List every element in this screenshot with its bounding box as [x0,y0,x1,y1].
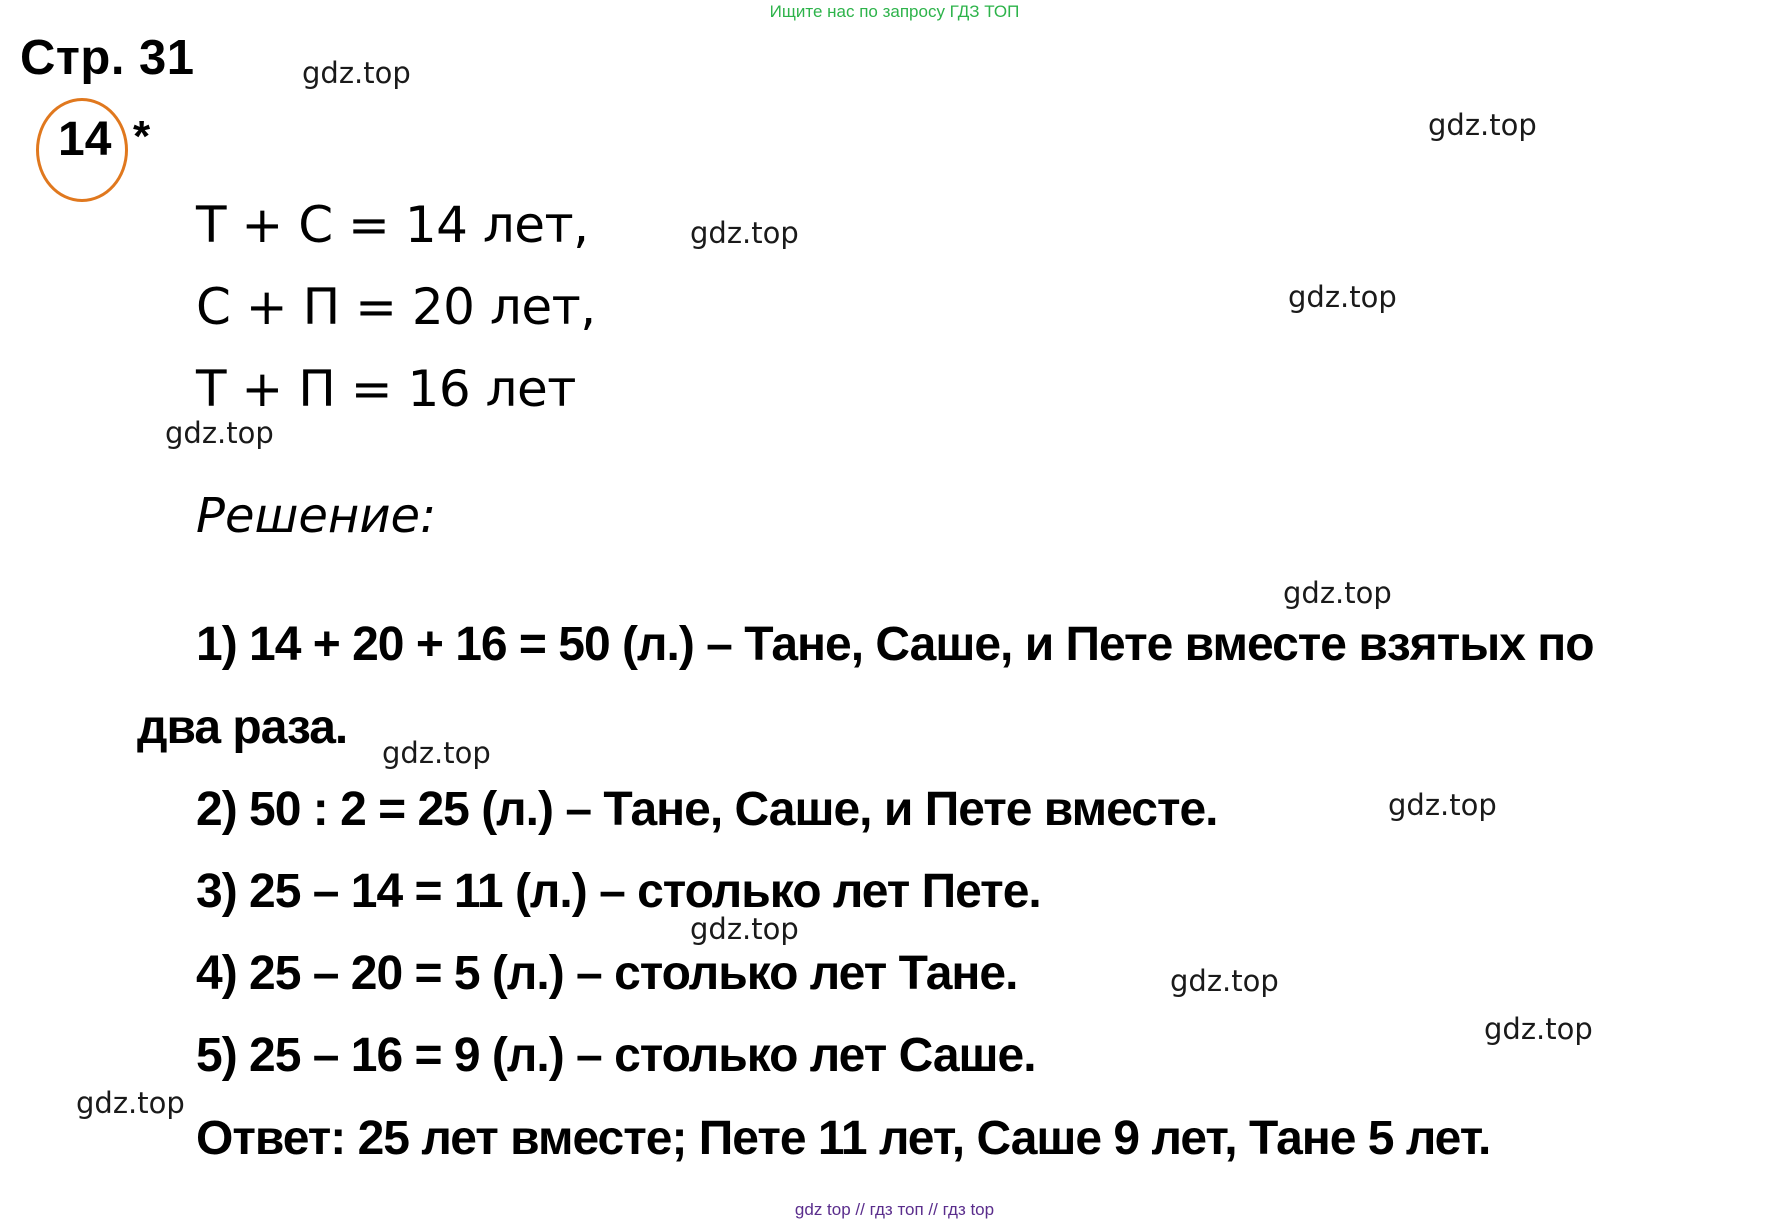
condition-line: С + П = 20 лет, [196,278,596,336]
watermark: gdz.top [1388,788,1497,822]
watermark: gdz.top [1288,280,1397,314]
watermark: gdz.top [690,216,799,250]
watermark: gdz.top [690,912,799,946]
task-star: * [133,112,151,161]
condition-line: Т + П = 16 лет [196,360,576,418]
solution-step: 2) 50 : 2 = 25 (л.) – Тане, Саше, и Пете вместе. [196,783,1218,836]
solution-step: 5) 25 – 16 = 9 (л.) – столько лет Саше. [196,1029,1036,1082]
watermark: gdz.top [1170,964,1279,998]
watermark: gdz.top [76,1086,185,1120]
footer-links: gdz top // гдз топ // гдз top [794,1200,995,1219]
watermark: gdz.top [1484,1012,1593,1046]
watermark: gdz.top [1428,108,1537,142]
watermark: gdz.top [165,416,274,450]
watermark: gdz.top [382,736,491,770]
page-title: Стр. 31 [20,31,195,85]
watermark: gdz.top [302,56,411,90]
solution-step-continuation: два раза. [137,701,348,754]
top-banner: Ищите нас по запросу ГДЗ ТОП [769,2,1020,21]
solution-step: 3) 25 – 14 = 11 (л.) – столько лет Пете. [196,865,1041,918]
solution-step: 1) 14 + 20 + 16 = 50 (л.) – Тане, Саше, и Пете вместе взятых по [196,618,1594,671]
task-number: 14 [58,113,112,166]
solution-label: Решение: [196,488,437,544]
solution-step: 4) 25 – 20 = 5 (л.) – столько лет Тане. [196,947,1018,1000]
watermark: gdz.top [1283,576,1392,610]
answer-line: Ответ: 25 лет вместе; Пете 11 лет, Саше 9 лет, Тане 5 лет. [196,1112,1491,1165]
condition-line: Т + С = 14 лет, [196,196,589,254]
